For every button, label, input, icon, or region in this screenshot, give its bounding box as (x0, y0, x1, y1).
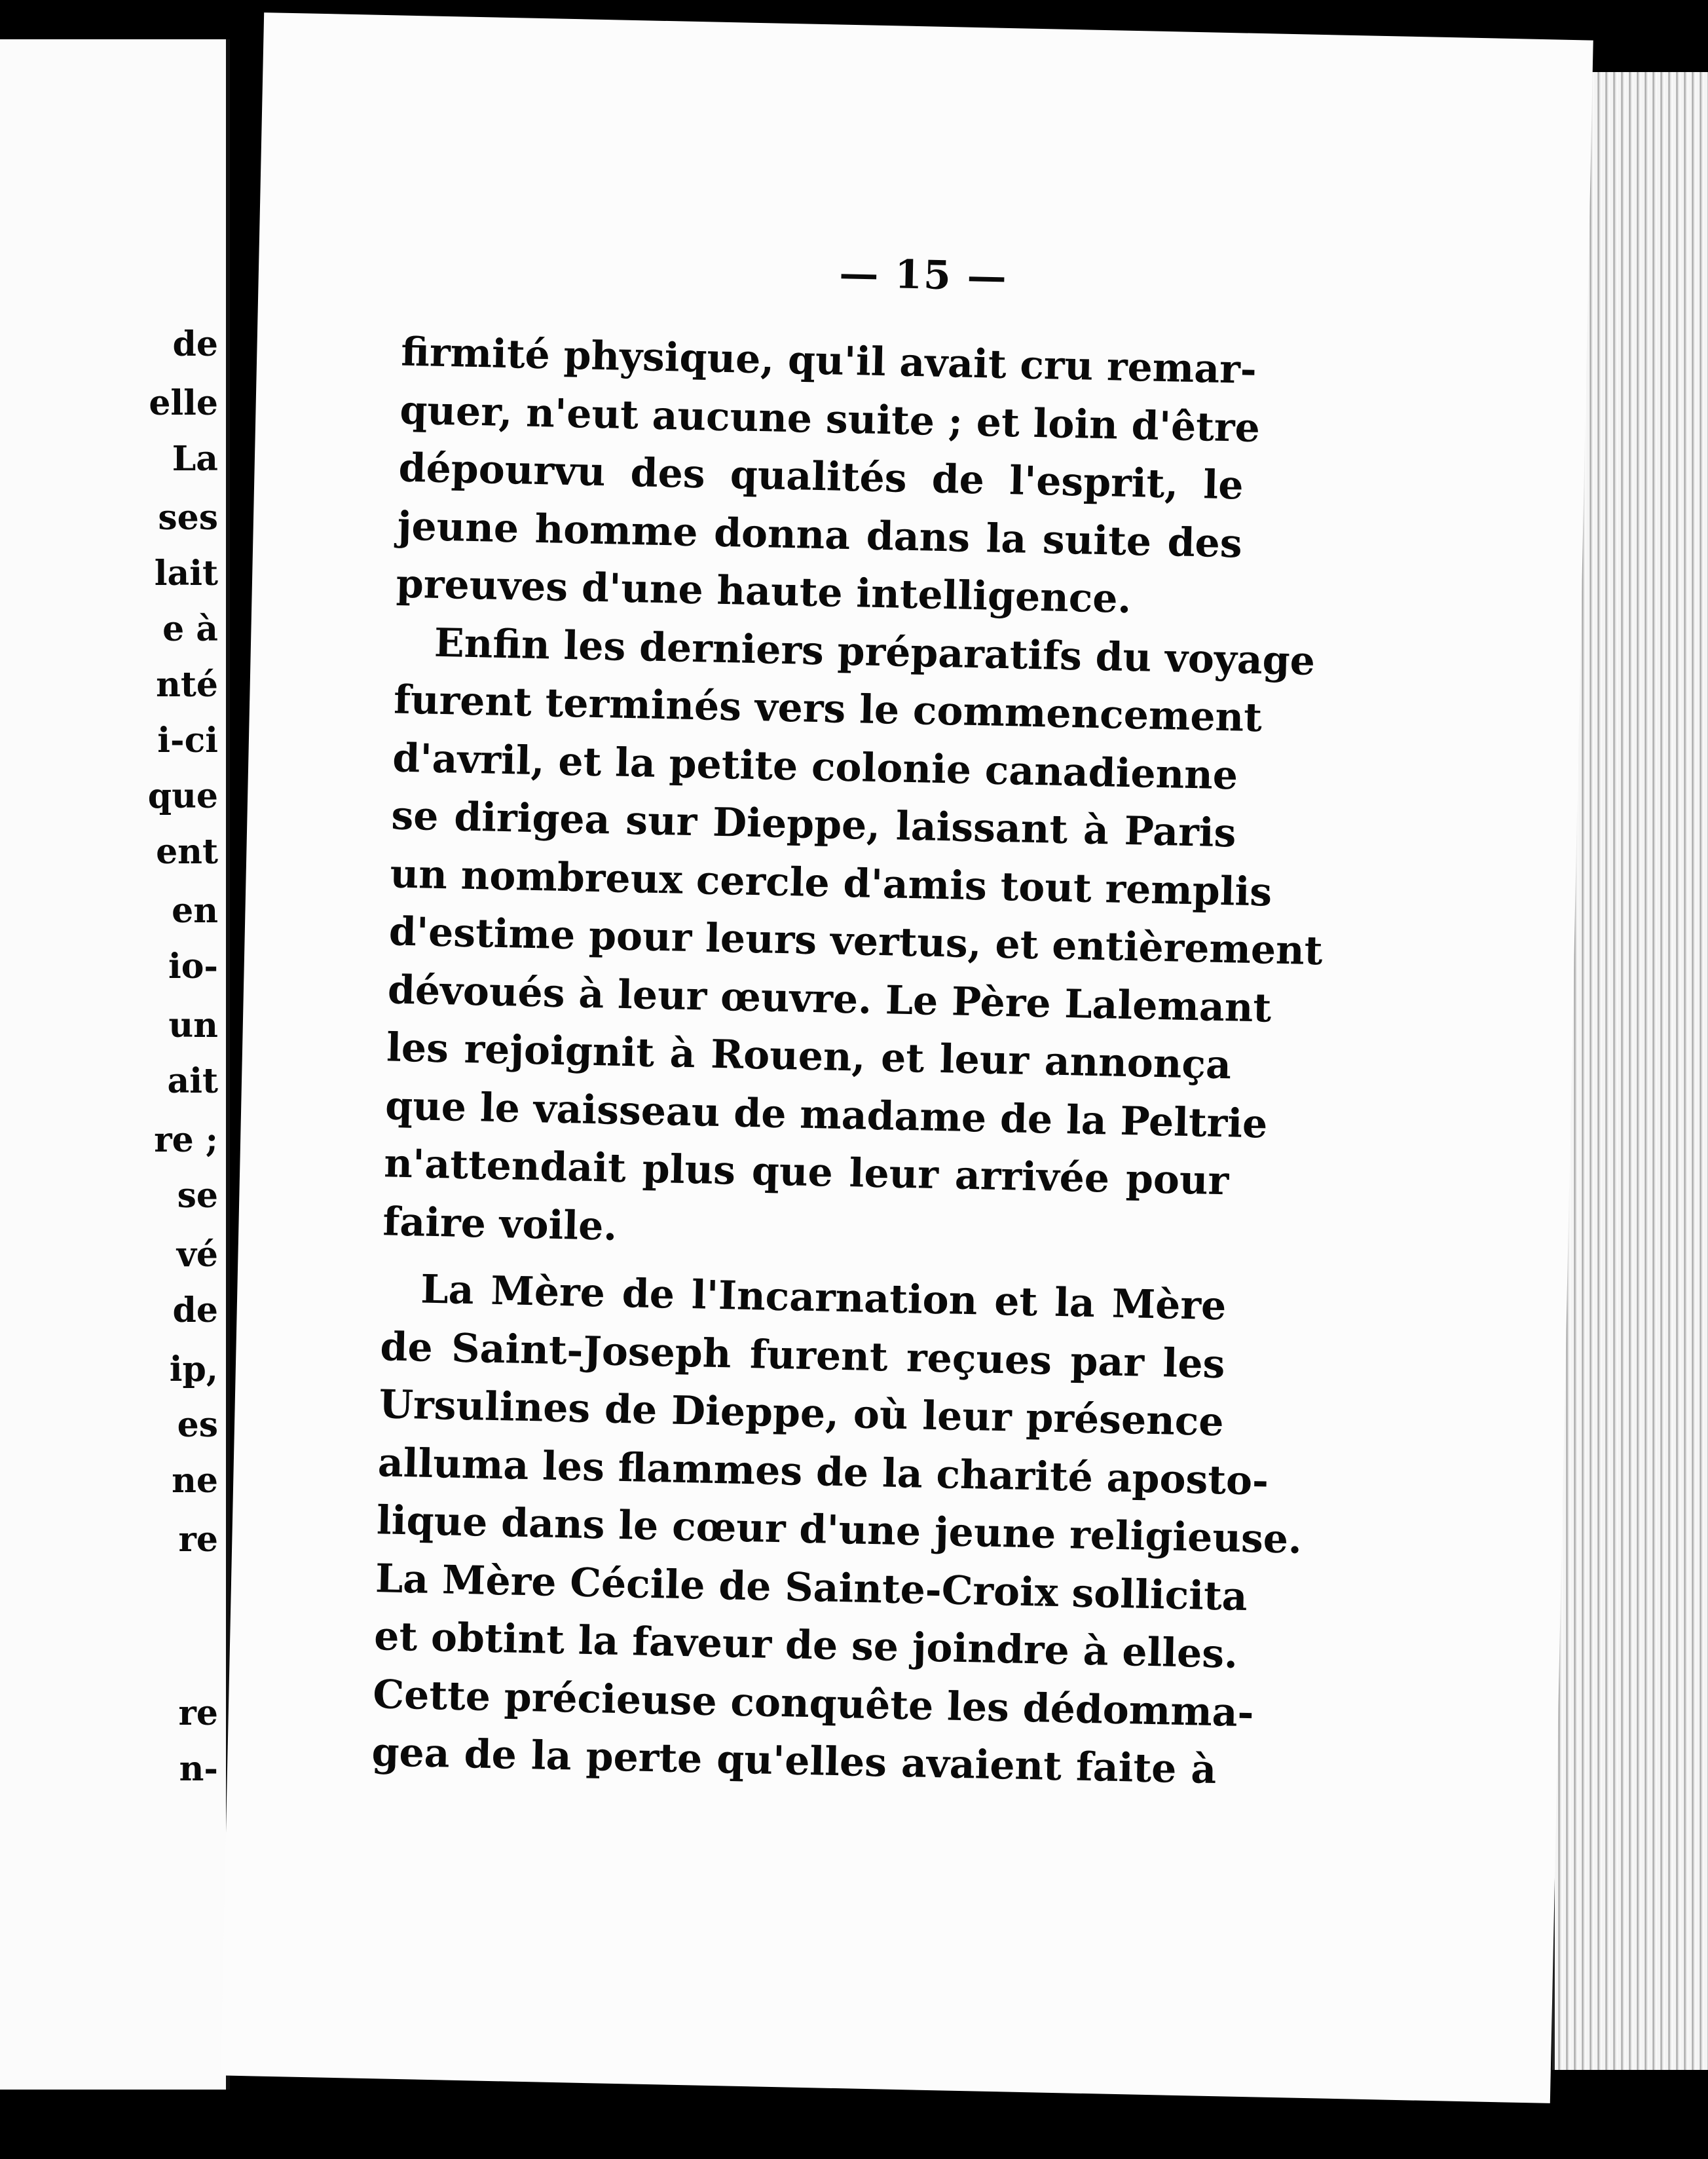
text-line: que le vaisseau de madame de la Peltrie (384, 1082, 1268, 1148)
left-page-fragment: elle (149, 383, 218, 423)
left-page-fragment: es (177, 1405, 218, 1445)
left-page-fragment: ent (156, 832, 218, 872)
page-number: — 15 — (838, 250, 1009, 300)
left-page-fragment: re (178, 1520, 218, 1560)
left-page-fragment: re ; (154, 1120, 218, 1160)
left-page-fragment: lait (154, 554, 218, 593)
left-page-fragment: ne (172, 1461, 218, 1501)
left-page-fragment: La (172, 439, 218, 479)
left-page-fragment: ait (167, 1061, 218, 1101)
text-line: d'avril, et la petite colonie canadienne (392, 734, 1238, 798)
left-page-fragment: de (172, 324, 218, 364)
text-line: Cette précieuse conquête les dédomma- (372, 1671, 1255, 1736)
text-line: n'attendait plus que leur arrivée pour (383, 1140, 1229, 1205)
left-page-fragment: un (168, 1005, 218, 1045)
text-line: dévoués à leur œuvre. Le Père Lalemant (387, 966, 1272, 1032)
left-page-fragment: vé (176, 1235, 218, 1275)
text-line: et obtint la faveur de se joindre à elles. (373, 1613, 1238, 1678)
text-line: Enfin les derniers préparatifs du voyage (434, 620, 1316, 685)
body-text (371, 324, 1324, 1799)
left-page-fragment: se (177, 1176, 218, 1216)
left-page-fragment: re (178, 1693, 218, 1733)
text-line: La Mère de l'Incarnation et la Mère (420, 1266, 1227, 1330)
text-line: furent terminés vers le commencement (393, 677, 1263, 742)
text-line: les rejoignit à Rouen, et leur annonça (386, 1024, 1232, 1089)
text-line: Ursulines de Dieppe, où leur présence (379, 1381, 1225, 1446)
text-line: La Mère Cécile de Sainte-Croix sollicita (375, 1555, 1248, 1620)
left-page-fragment: e à (162, 609, 218, 649)
text-line: preuves d'une haute intelligence. (396, 561, 1132, 623)
left-page-fragment: io- (168, 947, 218, 986)
left-page-fragment: n- (179, 1749, 218, 1789)
text-line: de Saint-Joseph furent reçues par les (379, 1323, 1226, 1387)
text-line: quer, n'eut aucune suite ; et loin d'être (399, 387, 1261, 451)
left-page-fragment: ses (158, 498, 218, 538)
text-line: jeune homme donna dans la suite des (397, 503, 1243, 567)
adjacent-left-page (0, 39, 230, 2090)
text-line: firmité physique, qu'il avait cru remar- (400, 329, 1257, 393)
left-page-fragment: que (147, 776, 218, 816)
text-line: gea de la perte qu'elles avaient faite à (371, 1729, 1217, 1793)
left-page-fragment: ip, (169, 1349, 218, 1389)
book-page (221, 12, 1593, 2103)
text-line: dépourvu des qualités de l'esprit, le (398, 445, 1244, 509)
text-line: se dirigea sur Dieppe, laissant à Paris (390, 793, 1237, 857)
text-line: faire voile. (382, 1198, 618, 1250)
text-line: un nombreux cercle d'amis tout remplis (389, 850, 1272, 916)
text-line: lique dans le cœur d'une jeune religieuse. (376, 1497, 1303, 1563)
left-page-fragment: nté (156, 665, 218, 705)
left-page-fragment: de (172, 1290, 218, 1330)
text-line: d'estime pour leurs vertus, et entièrement (388, 909, 1324, 975)
text-line: alluma les flammes de la charité aposto- (377, 1439, 1269, 1505)
left-page-fragment: en (172, 891, 218, 931)
left-page-fragment: i-ci (157, 721, 218, 760)
